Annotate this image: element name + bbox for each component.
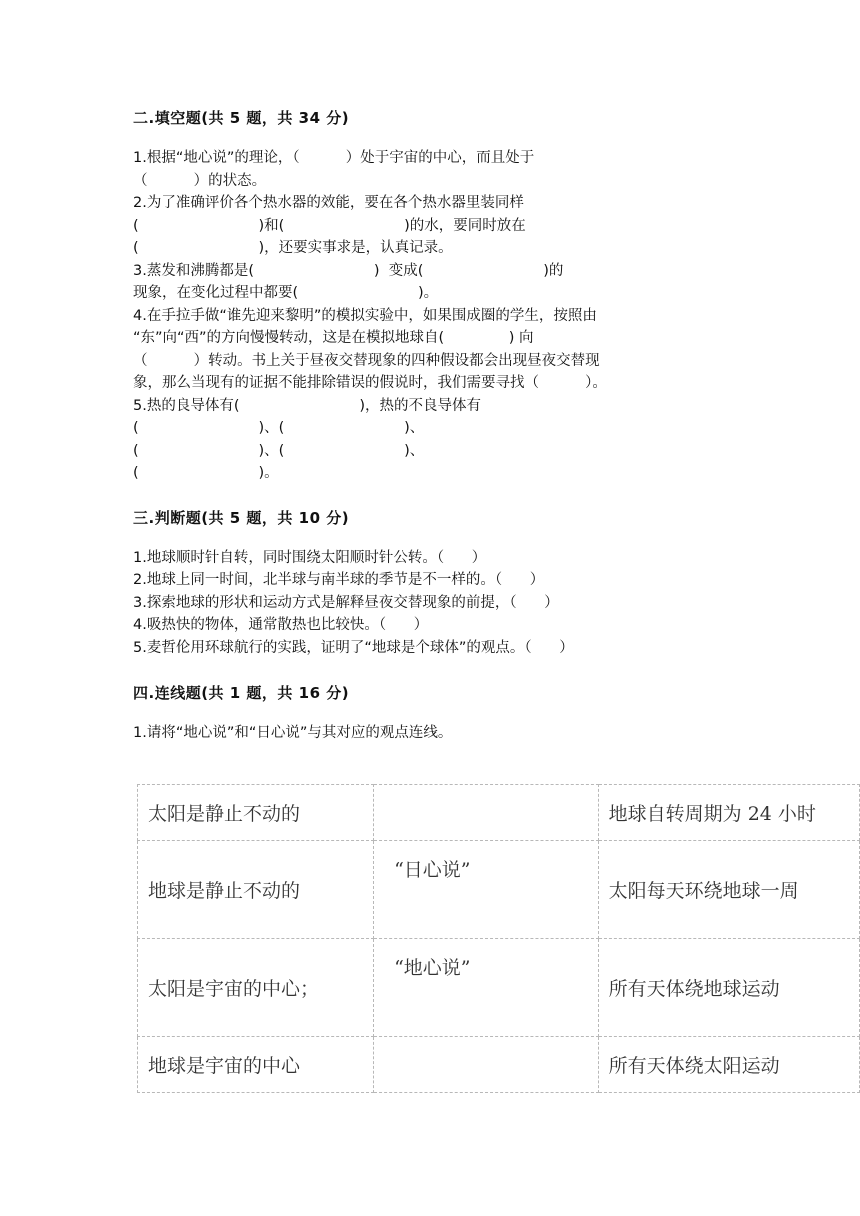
left-cell: 地球是宇宙的中心 <box>138 1037 374 1093</box>
right-cell: 所有天体绕地球运动 <box>598 939 859 1037</box>
left-cell: 太阳是静止不动的 <box>138 785 374 841</box>
right-cell: 所有天体绕太阳运动 <box>598 1037 859 1093</box>
match-table-area <box>0 770 860 1110</box>
fill-line: “东”向“西”的方向慢慢转动，这是在模拟地球自( ) 向 <box>133 330 534 346</box>
fill-line: ( )、( )、 <box>133 443 425 459</box>
right-cell: 太阳每天环绕地球一周 <box>598 841 859 939</box>
judge-line: 1.地球顺时针自转，同时围绕太阳顺时针公转。（ ） <box>133 550 487 566</box>
judge-line: 3.探索地球的形状和运动方式是解释昼夜交替现象的前提，（ ） <box>133 595 559 611</box>
fill-line: 4.在手拉手做“谁先迎来黎明”的模拟实验中，如果围成圈的学生，按照由 <box>133 308 597 324</box>
section-4-title: 四.连线题(共 1 题，共 16 分) <box>133 684 350 702</box>
fill-line: 1.根据“地心说”的理论，（ ）处于宇宙的中心，而且处于 <box>133 150 535 166</box>
section-2-title: 二.填空题(共 5 题，共 34 分) <box>133 109 350 127</box>
fill-line: ( )。 <box>133 465 279 481</box>
left-cell: 地球是静止不动的 <box>138 841 374 939</box>
left-cell: 太阳是宇宙的中心； <box>138 939 374 1037</box>
middle-cell <box>374 785 599 841</box>
match-table <box>137 784 860 1093</box>
middle-cell: “日心说” <box>374 841 599 939</box>
fill-line: 2.为了准确评价各个热水器的效能，要在各个热水器里装同样 <box>133 195 524 211</box>
middle-cell: “地心说” <box>374 939 599 1037</box>
fill-line: （ ）转动。书上关于昼夜交替现象的四种假设都会出现昼夜交替现 <box>133 353 600 369</box>
judge-line: 5.麦哲伦用环球航行的实践，证明了“地球是个球体”的观点。（ ） <box>133 640 574 656</box>
fill-line: ( )和( )的水，要同时放在 <box>133 218 526 234</box>
section-3-title: 三.判断题(共 5 题，共 10 分) <box>133 509 350 527</box>
fill-line: 5.热的良导体有( )，热的不良导体有 <box>133 398 481 414</box>
fill-line: ( )、( )、 <box>133 420 425 436</box>
table-row <box>138 785 860 841</box>
right-cell: 地球自转周期为 24 小时 <box>598 785 859 841</box>
table-row <box>138 1037 860 1093</box>
fill-line: ( )，还要实事求是，认真记录。 <box>133 240 453 256</box>
judge-line: 4.吸热快的物体，通常散热也比较快。（ ） <box>133 617 429 633</box>
table-row <box>138 841 860 939</box>
judge-line: 2.地球上同一时间，北半球与南半球的季节是不一样的。（ ） <box>133 572 545 588</box>
middle-cell <box>374 1037 599 1093</box>
fill-line: 3.蒸发和沸腾都是( ) 变成( )的 <box>133 263 564 279</box>
table-row <box>138 939 860 1037</box>
match-question: 1.请将“地心说”和“日心说”与其对应的观点连线。 <box>133 725 453 741</box>
fill-line: 象，那么当现有的证据不能排除错误的假说时，我们需要寻找（ ）。 <box>133 375 607 391</box>
fill-line: 现象，在变化过程中都要( )。 <box>133 285 439 301</box>
fill-line: （ ）的状态。 <box>133 173 267 189</box>
